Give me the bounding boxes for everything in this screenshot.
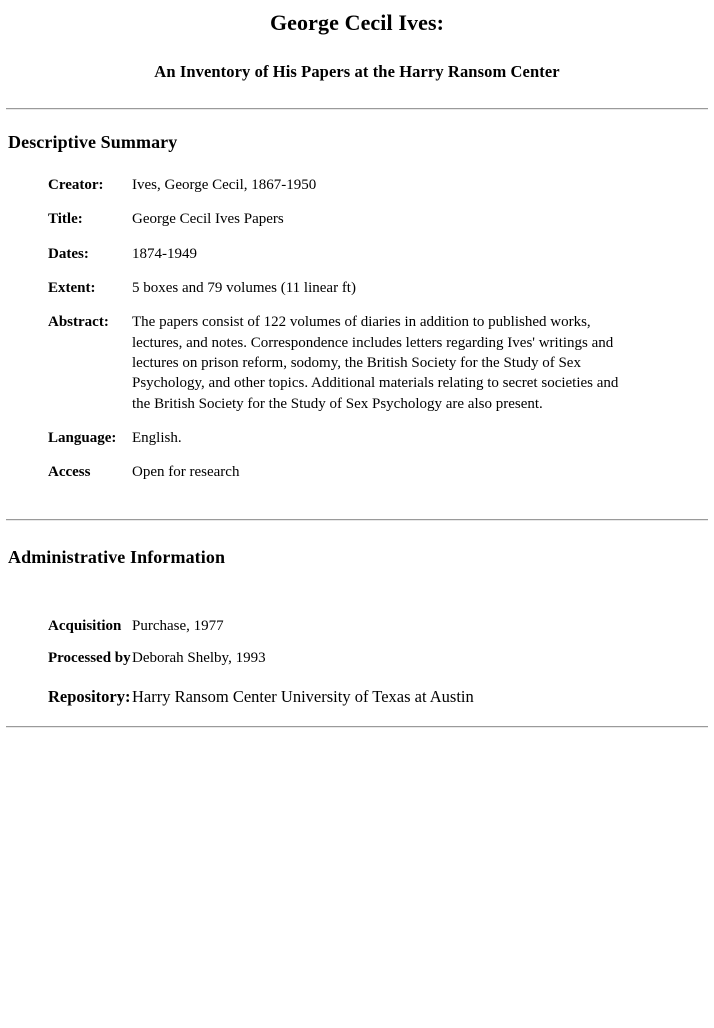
field-value-abstract: The papers consist of 122 volumes of diaries in addition to published works, lectures, and notes. Correspondence includes letters regarding Ives' writings and lectures on prison reform, sodomy, the British Society for the Study of Sex Psychology, and other topics. Additional materials relating to secret societies and the British Society for the Study of Sex Psychology are also present. [132, 314, 619, 412]
page-subtitle: An Inventory of His Papers at the Harry Ransom Center [154, 62, 560, 82]
section-heading-descriptive-summary: Descriptive Summary [8, 132, 178, 153]
table-row [0, 312, 632, 428]
field-value-dates: 1874-1949 [132, 245, 197, 262]
field-value-repository: Harry Ransom Center University of Texas at Austin [132, 687, 474, 707]
table-row [0, 428, 632, 462]
section-heading-administrative-information: Administrative Information [8, 546, 226, 567]
field-value-access: Open for research [132, 464, 240, 481]
administrative-information-table [0, 616, 474, 719]
field-label-dates: Dates: [48, 245, 89, 262]
field-value-title: George Cecil Ives Papers [132, 211, 284, 228]
page-trailing-whitespace [0, 728, 714, 1028]
field-label-acquisition: Acquisition [48, 617, 122, 634]
table-row [0, 680, 474, 718]
field-label-creator: Creator: [48, 177, 104, 194]
spacer-before-divider-bottom [0, 718, 714, 726]
table-row [0, 209, 632, 243]
page-title: George Cecil Ives: [269, 10, 445, 35]
table-row [0, 244, 632, 278]
field-label-title: Title: [48, 211, 83, 228]
spacer-before-divider-middle [0, 497, 714, 519]
field-label-abstract: Abstract: [48, 314, 109, 331]
field-label-extent: Extent: [48, 279, 96, 296]
table-row [0, 175, 632, 209]
field-value-acquisition: Purchase, 1977 [132, 617, 224, 634]
field-label-processed-by: Processed by [48, 649, 131, 666]
field-label-repository: Repository: [48, 687, 131, 707]
field-value-extent: 5 boxes and 79 volumes (11 linear ft) [132, 279, 356, 296]
field-label-language: Language: [48, 430, 117, 447]
field-value-creator: Ives, George Cecil, 1867-1950 [132, 177, 317, 194]
field-label-access: Access [48, 464, 91, 481]
descriptive-summary-table [0, 175, 632, 496]
field-value-language: English. [132, 430, 182, 447]
table-row [0, 278, 632, 312]
field-value-processed-by: Deborah Shelby, 1993 [132, 649, 266, 666]
table-row [0, 616, 474, 648]
table-row [0, 462, 632, 496]
table-row [0, 648, 474, 680]
